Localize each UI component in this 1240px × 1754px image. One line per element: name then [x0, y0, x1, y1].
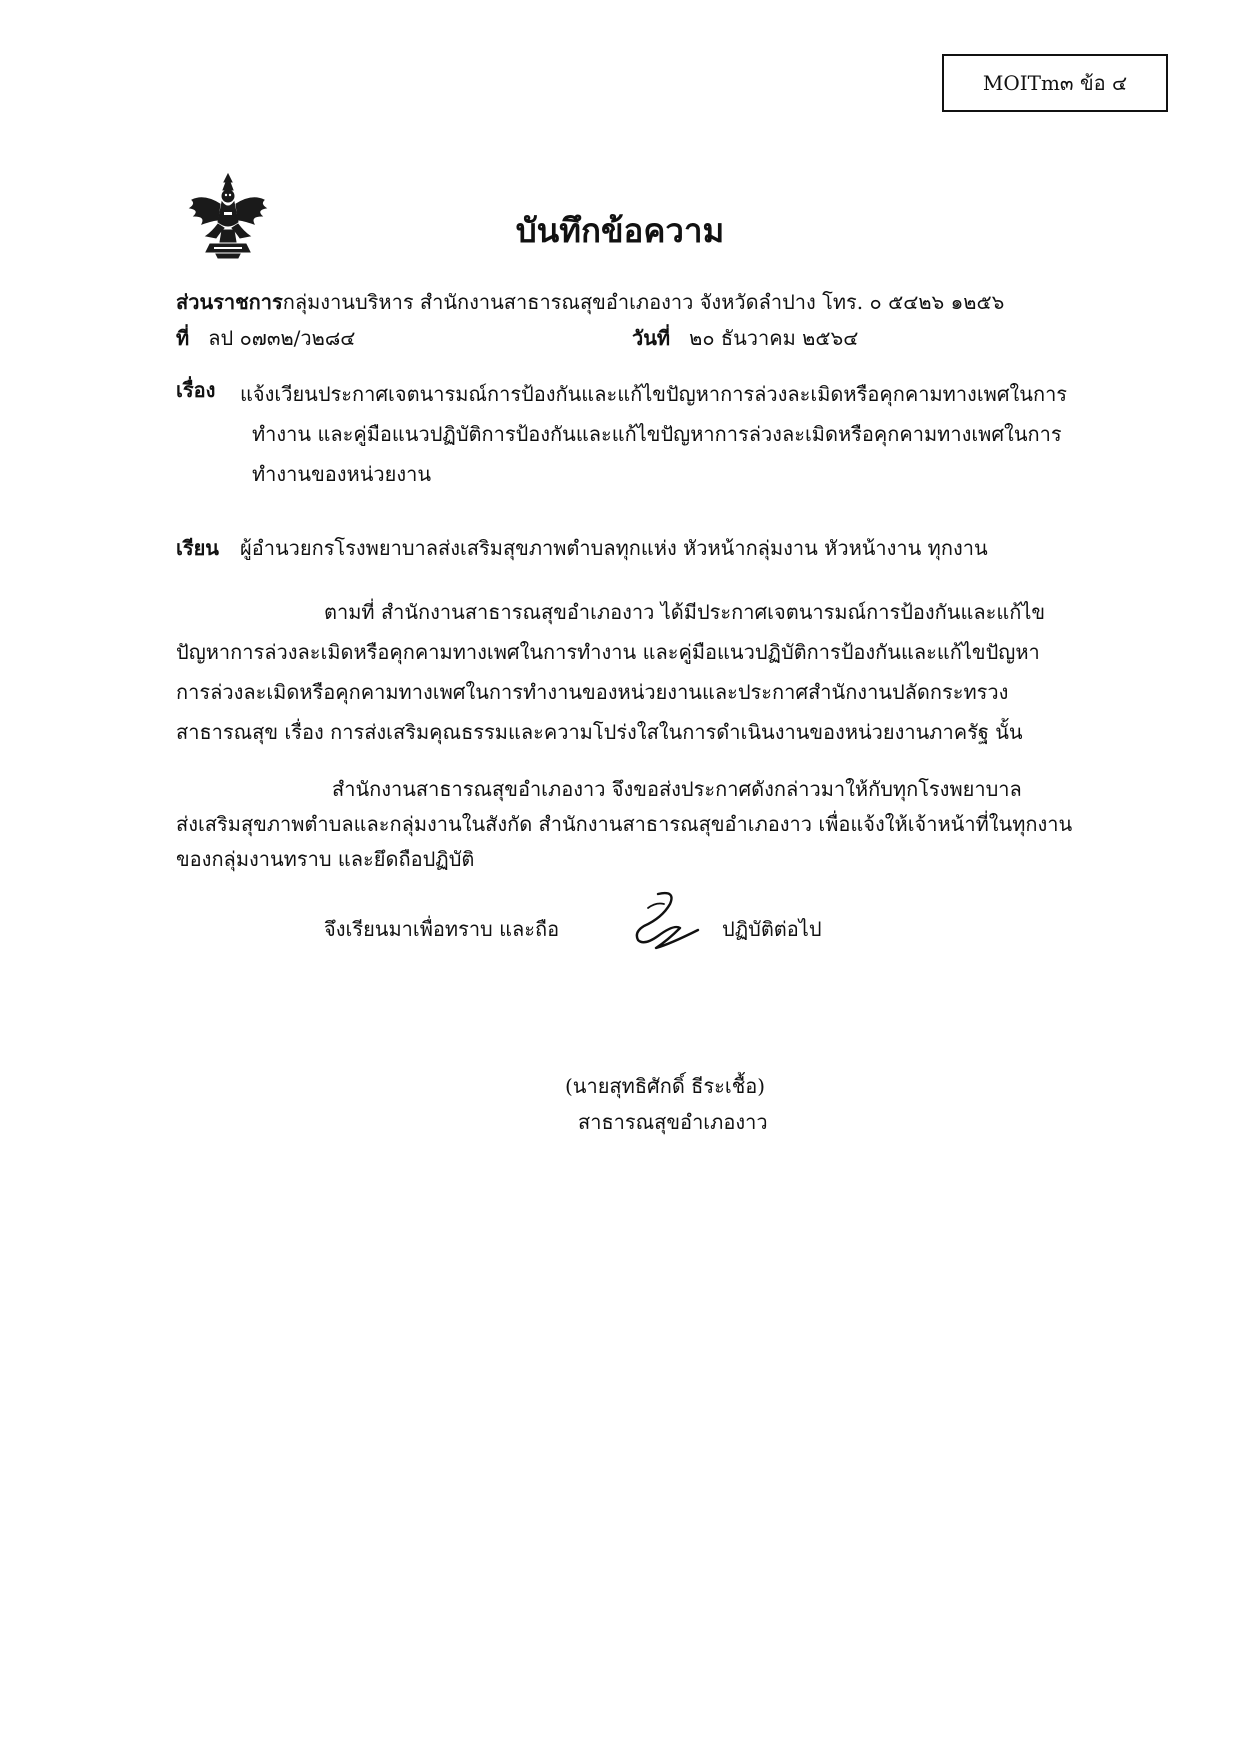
document-number-label: ที่ — [176, 326, 190, 350]
signatory-name: (นายสุทธิศักดิ์ ธีระเชื้อ) — [565, 1074, 766, 1098]
subject-line: ทำงานของหน่วยงาน — [252, 462, 432, 486]
recipient-label: เรียน — [176, 536, 219, 560]
agency-value: กลุ่มงานบริหาร สำนักงานสาธารณสุขอำเภองาว จังหวัดลำปาง โทร. ๐ ๕๔๒๖ ๑๒๕๖ — [282, 290, 1005, 314]
signature-mark — [618, 888, 704, 958]
body-line: สาธารณสุข เรื่อง การส่งเสริมคุณธรรมและความโปร่งใสในการดำเนินงานของหน่วยงานภาครัฐ นั้น — [176, 720, 1023, 744]
date-value: ๒๐ ธันวาคม ๒๕๖๔ — [689, 326, 859, 350]
body-paragraph-1 — [176, 592, 1090, 752]
reference-code-box: MOITm๓ ข้อ ๔ — [942, 54, 1168, 112]
subject-line: ทำงาน และคู่มือแนวปฏิบัติการป้องกันและแก้ไขปัญหาการล่วงละเมิดหรือคุกคามทางเพศในการ — [252, 422, 1062, 446]
subject-label: เรื่อง — [176, 378, 216, 402]
body-line: ตามที่ สำนักงานสาธารณสุขอำเภองาว ได้มีประกาศเจตนารมณ์การป้องกันและแก้ไข — [324, 600, 1046, 624]
body-line: การล่วงละเมิดหรือคุกคามทางเพศในการทำงานของหน่วยงานและประกาศสำนักงานปลัดกระทรวง — [176, 680, 1009, 704]
subject-line: แจ้งเวียนประกาศเจตนารมณ์การป้องกันและแก้ไขปัญหาการล่วงละเมิดหรือคุกคามทางเพศในการ — [240, 382, 1068, 406]
document-title: บันทึกข้อความ — [515, 211, 725, 250]
body-paragraph-2 — [176, 772, 1090, 877]
date-label: วันที่ — [632, 326, 671, 350]
subject-text — [240, 374, 1090, 494]
document-number-value: ลป ๐๗๓๒/ว๒๘๔ — [208, 326, 356, 350]
closing-text-after-signature: ปฏิบัติต่อไป — [722, 917, 822, 941]
agency-row — [176, 286, 1004, 318]
body-line: ของกลุ่มงานทราบ และยึดถือปฏิบัติ — [176, 847, 475, 871]
agency-label: ส่วนราชการ — [176, 290, 283, 314]
recipient-value: ผู้อำนวยกรโรงพยาบาลส่งเสริมสุขภาพตำบลทุกแห่ง หัวหน้ากลุ่มงาน หัวหน้างาน ทุกงาน — [240, 536, 988, 560]
body-line: ส่งเสริมสุขภาพตำบลและกลุ่มงานในสังกัด สำนักงานสาธารณสุขอำเภองาว เพื่อแจ้งให้เจ้าหน้าที่ในทุกงาน — [176, 812, 1073, 836]
date-row — [632, 322, 858, 354]
closing-text-before-signature: จึงเรียนมาเพื่อทราบ และถือ — [324, 917, 560, 941]
body-line: สำนักงานสาธารณสุขอำเภองาว จึงขอส่งประกาศดังกล่าวมาให้กับทุกโรงพยาบาล — [332, 777, 1022, 801]
body-line: ปัญหาการล่วงละเมิดหรือคุกคามทางเพศในการทำงาน และคู่มือแนวปฏิบัติการป้องกันและแก้ไขปัญหา — [176, 640, 1040, 664]
document-number-row — [176, 322, 355, 354]
signatory-position: สาธารณสุขอำเภองาว — [578, 1110, 768, 1134]
